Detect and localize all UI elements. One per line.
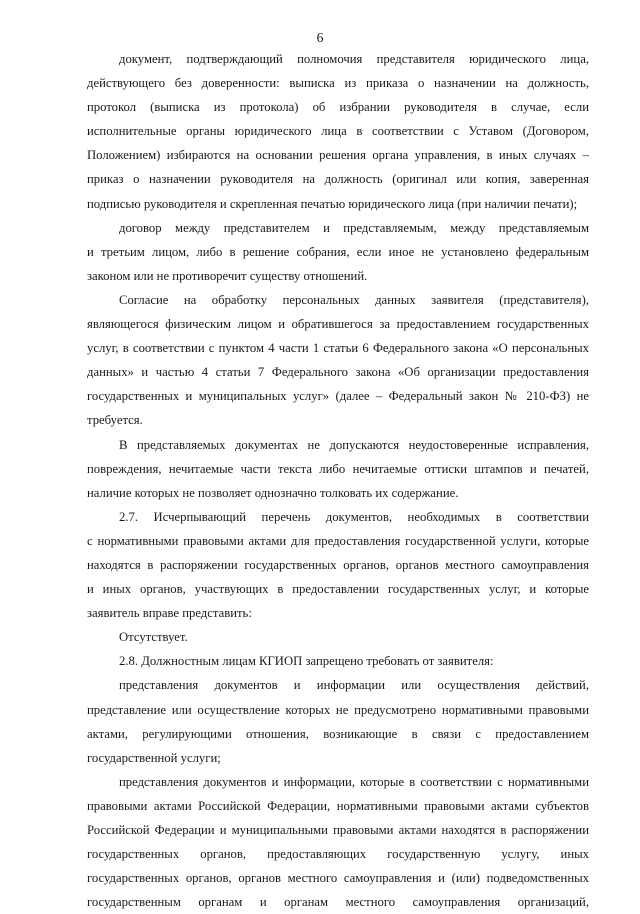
text-line: протокол (выписка из протокола) об избрании руководителя в случае, если — [87, 100, 589, 115]
text-line: государственных органов, органов местного самоуправления и (или) подведомственных — [87, 871, 589, 886]
text-line: данных» и частью 4 статьи 7 Федерального закона «Об организации предоставления — [87, 365, 589, 380]
text-line: повреждения, нечитаемые части текста либо нечитаемые оттиски штампов и печатей, — [87, 461, 589, 476]
text-line: Согласие на обработку персональных данных заявителя (представителя), — [119, 292, 589, 307]
text-line: требуется. — [87, 413, 143, 428]
text-line: с нормативными правовыми актами для предоставления государственной услуги, которые — [87, 533, 589, 548]
text-line: законом или не противоречит существу отношений. — [87, 268, 368, 283]
text-line: услуг, в соответствии с пунктом 4 части 1 статьи 6 Федерального закона «О персональных — [87, 341, 589, 356]
text-line: являющегося физическим лицом и обратившегося за предоставлением государственных — [87, 317, 589, 332]
document-body — [87, 47, 589, 914]
text-line: и третьим лицом, либо в решение собрания, если иное не установлено федеральным — [87, 244, 589, 259]
text-line: находятся в распоряжении государственных органов, органов местного самоуправления — [87, 557, 589, 572]
text-line: Отсутствует. — [119, 630, 188, 645]
text-line: государственных органов, предоставляющих государственную услугу, иных — [87, 847, 589, 862]
text-line: представления документов и информации, которые в соответствии с нормативными — [119, 774, 589, 789]
text-line: и иных органов, участвующих в предоставлении государственных услуг, и которые — [87, 582, 589, 597]
page-number: 6 — [316, 30, 324, 45]
text-line: Положением) избираются на основании решения органа управления, в иных случаях – — [87, 148, 589, 163]
text-line: Российской Федерации и муниципальными правовыми актами находятся в распоряжении — [87, 823, 589, 837]
text-line: 2.7. Исчерпывающий перечень документов, необходимых в соответствии — [119, 509, 589, 524]
text-line: государственной услуги; — [87, 750, 221, 765]
text-line: действующего без доверенности: выписка из приказа о назначении на должность, — [87, 76, 589, 91]
text-line: представления документов и информации или осуществления действий, — [119, 678, 589, 693]
text-line: исполнительные органы юридического лица в соответствии с Уставом (Договором, — [87, 124, 589, 139]
text-line: 2.8. Должностным лицам КГИОП запрещено требовать от заявителя: — [119, 654, 494, 669]
text-line: подписью руководителя и скрепленная печатью юридического лица (при наличии печати); — [87, 196, 578, 211]
text-line: правовыми актами Российской Федерации, нормативными правовыми актами субъектов — [87, 798, 589, 813]
text-line: государственных и муниципальных услуг» (далее – Федеральный закон № 210-ФЗ) не — [87, 389, 589, 404]
text-line: В представляемых документах не допускаются неудостоверенные исправления, — [119, 437, 589, 452]
text-line: договор между представителем и представляемым, между представляемым — [119, 220, 589, 235]
text-line: наличие которых не позволяет однозначно толковать их содержание. — [87, 485, 459, 500]
text-line: представление или осуществление которых не предусмотрено нормативными правовыми — [87, 702, 589, 717]
text-line: документ, подтверждающий полномочия представителя юридического лица, — [119, 52, 589, 66]
text-line: заявитель вправе представить: — [87, 606, 252, 621]
text-line: государственным органам и органам местного самоуправления организаций, — [87, 895, 589, 910]
text-line: приказ о назначении руководителя на должность (оригинал или копия, заверенная — [87, 172, 589, 187]
text-line: актами, регулирующими отношения, возникающие в связи с предоставлением — [87, 726, 589, 741]
